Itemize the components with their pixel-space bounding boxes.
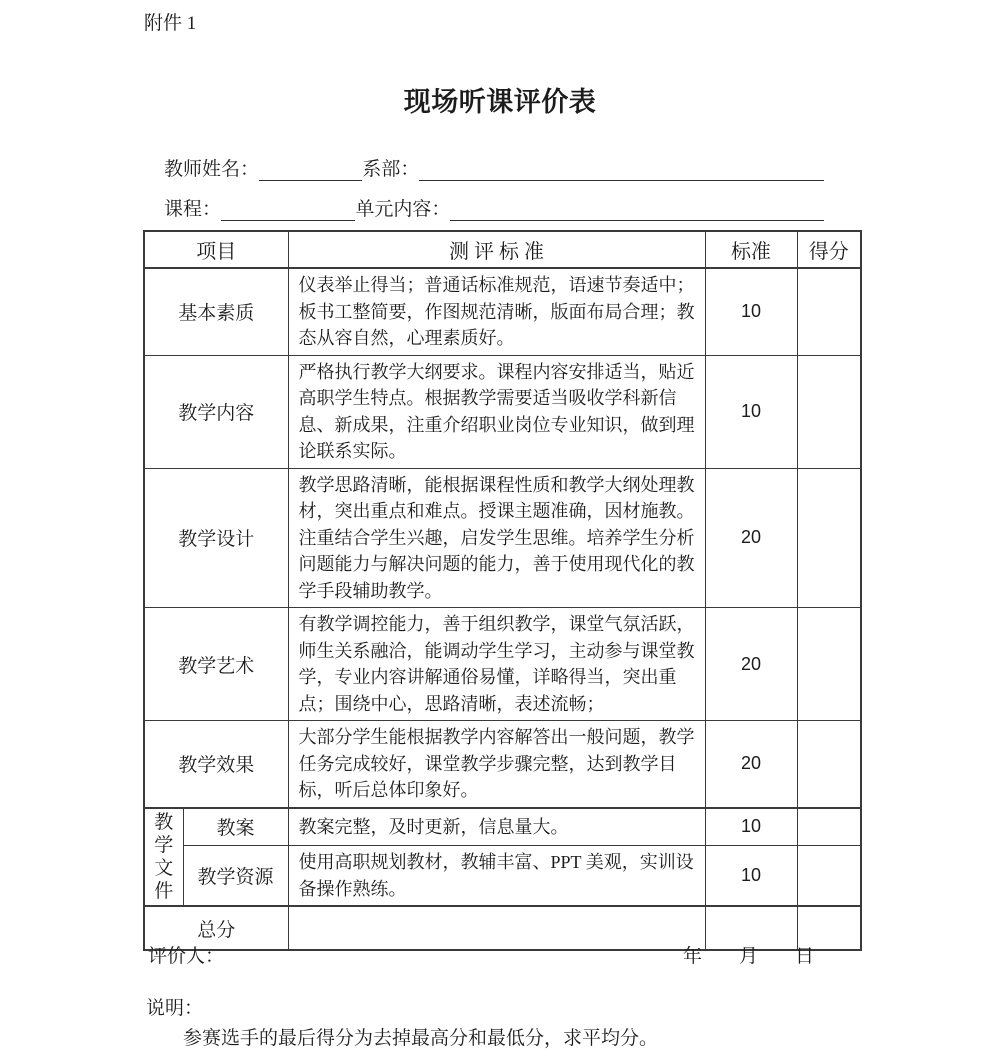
criteria-text: 教学思路清晰，能根据课程性质和教学大纲处理教材，突出重点和难点。授课主题准确，因材施教。注重结合学生兴趣，启发学生思维。培养学生分析问题能力与解决问题的能力，善于使用现代化的教学手段辅助教学。 bbox=[288, 468, 705, 608]
header-item: 项目 bbox=[144, 231, 288, 268]
score-cell bbox=[797, 808, 861, 846]
department-blank bbox=[419, 161, 824, 181]
item-name: 教学艺术 bbox=[144, 608, 288, 721]
unit-content-label: 单元内容： bbox=[355, 199, 451, 220]
table-row-basic-quality bbox=[144, 268, 861, 355]
year-label: 年 bbox=[682, 946, 702, 967]
standard-value: 20 bbox=[705, 468, 797, 608]
department-label: 系部： bbox=[362, 159, 420, 180]
header-standard: 标准 bbox=[705, 231, 797, 268]
criteria-text: 严格执行教学大纲要求。课程内容安排适当，贴近高职学生特点。根据教学需要适当吸收学科新信息、新成果，注重介绍职业岗位专业知识，做到理论联系实际。 bbox=[288, 355, 705, 468]
teacher-name-blank bbox=[259, 161, 362, 181]
score-cell bbox=[797, 468, 861, 608]
evaluator-label: 评价人： bbox=[148, 946, 225, 967]
table-row-teaching-content bbox=[144, 355, 861, 468]
table-row-teaching-effect bbox=[144, 721, 861, 808]
score-cell bbox=[797, 846, 861, 907]
standard-value: 20 bbox=[705, 608, 797, 721]
item-name: 基本素质 bbox=[144, 268, 288, 355]
criteria-text: 仪表举止得当；普通话标准规范，语速节奏适中；板书工整简要，作图规范清晰，版面布局合理；教态从容自然，心理素质好。 bbox=[288, 268, 705, 355]
item-name: 教学效果 bbox=[144, 721, 288, 808]
score-cell bbox=[797, 608, 861, 721]
attachment-label: 附件 1 bbox=[144, 13, 197, 34]
criteria-text: 教案完整，及时更新，信息量大。 bbox=[288, 808, 705, 846]
day-label: 日 bbox=[794, 946, 814, 967]
page-title: 现场听课评价表 bbox=[403, 87, 597, 117]
table-row-teaching-design bbox=[144, 468, 861, 608]
info-line-teacher bbox=[164, 158, 824, 182]
table-row-teaching-art bbox=[144, 608, 861, 721]
note-body: 参赛选手的最后得分为去掉最高分和最低分，求平均分。 bbox=[183, 1028, 659, 1049]
criteria-text: 使用高职规划教材，教辅丰富、PPT 美观，实训设备操作熟练。 bbox=[288, 846, 705, 907]
table-header-row bbox=[144, 231, 861, 268]
course-label: 课程： bbox=[164, 199, 222, 220]
info-line-course bbox=[164, 198, 824, 222]
standard-value: 10 bbox=[705, 846, 797, 907]
header-score: 得分 bbox=[797, 231, 861, 268]
criteria-text: 大部分学生能根据教学内容解答出一般问题，教学任务完成较好，课堂教学步骤完整，达到教学目标，听后总体印象好。 bbox=[288, 721, 705, 808]
item-name: 教学内容 bbox=[144, 355, 288, 468]
standard-value: 10 bbox=[705, 808, 797, 846]
signature-line bbox=[148, 941, 858, 968]
criteria-text: 有教学调控能力，善于组织教学，课堂气氛活跃，师生关系融洽，能调动学生学习，主动参与课堂教学，专业内容讲解通俗易懂，详略得当，突出重点；围绕中心，思路清晰，表述流畅； bbox=[288, 608, 705, 721]
total-label: 总分 bbox=[144, 906, 288, 950]
standard-value: 10 bbox=[705, 355, 797, 468]
item-name: 教学资源 bbox=[183, 846, 288, 907]
score-cell bbox=[797, 268, 861, 355]
header-criteria: 测 评 标 准 bbox=[288, 231, 705, 268]
standard-value: 20 bbox=[705, 721, 797, 808]
score-cell bbox=[797, 721, 861, 808]
group-label-teaching-files: 教学文件 bbox=[144, 808, 183, 907]
note-title: 说明： bbox=[146, 998, 204, 1019]
item-name: 教学设计 bbox=[144, 468, 288, 608]
standard-value: 10 bbox=[705, 268, 797, 355]
table-row-teaching-resources bbox=[144, 846, 861, 907]
item-name: 教案 bbox=[183, 808, 288, 846]
table-row-lesson-plan bbox=[144, 808, 861, 846]
month-label: 月 bbox=[738, 946, 758, 967]
teacher-name-label: 教师姓名： bbox=[164, 159, 260, 180]
course-blank bbox=[221, 201, 355, 221]
unit-content-blank bbox=[450, 201, 824, 221]
score-cell bbox=[797, 355, 861, 468]
evaluation-table bbox=[143, 230, 862, 951]
